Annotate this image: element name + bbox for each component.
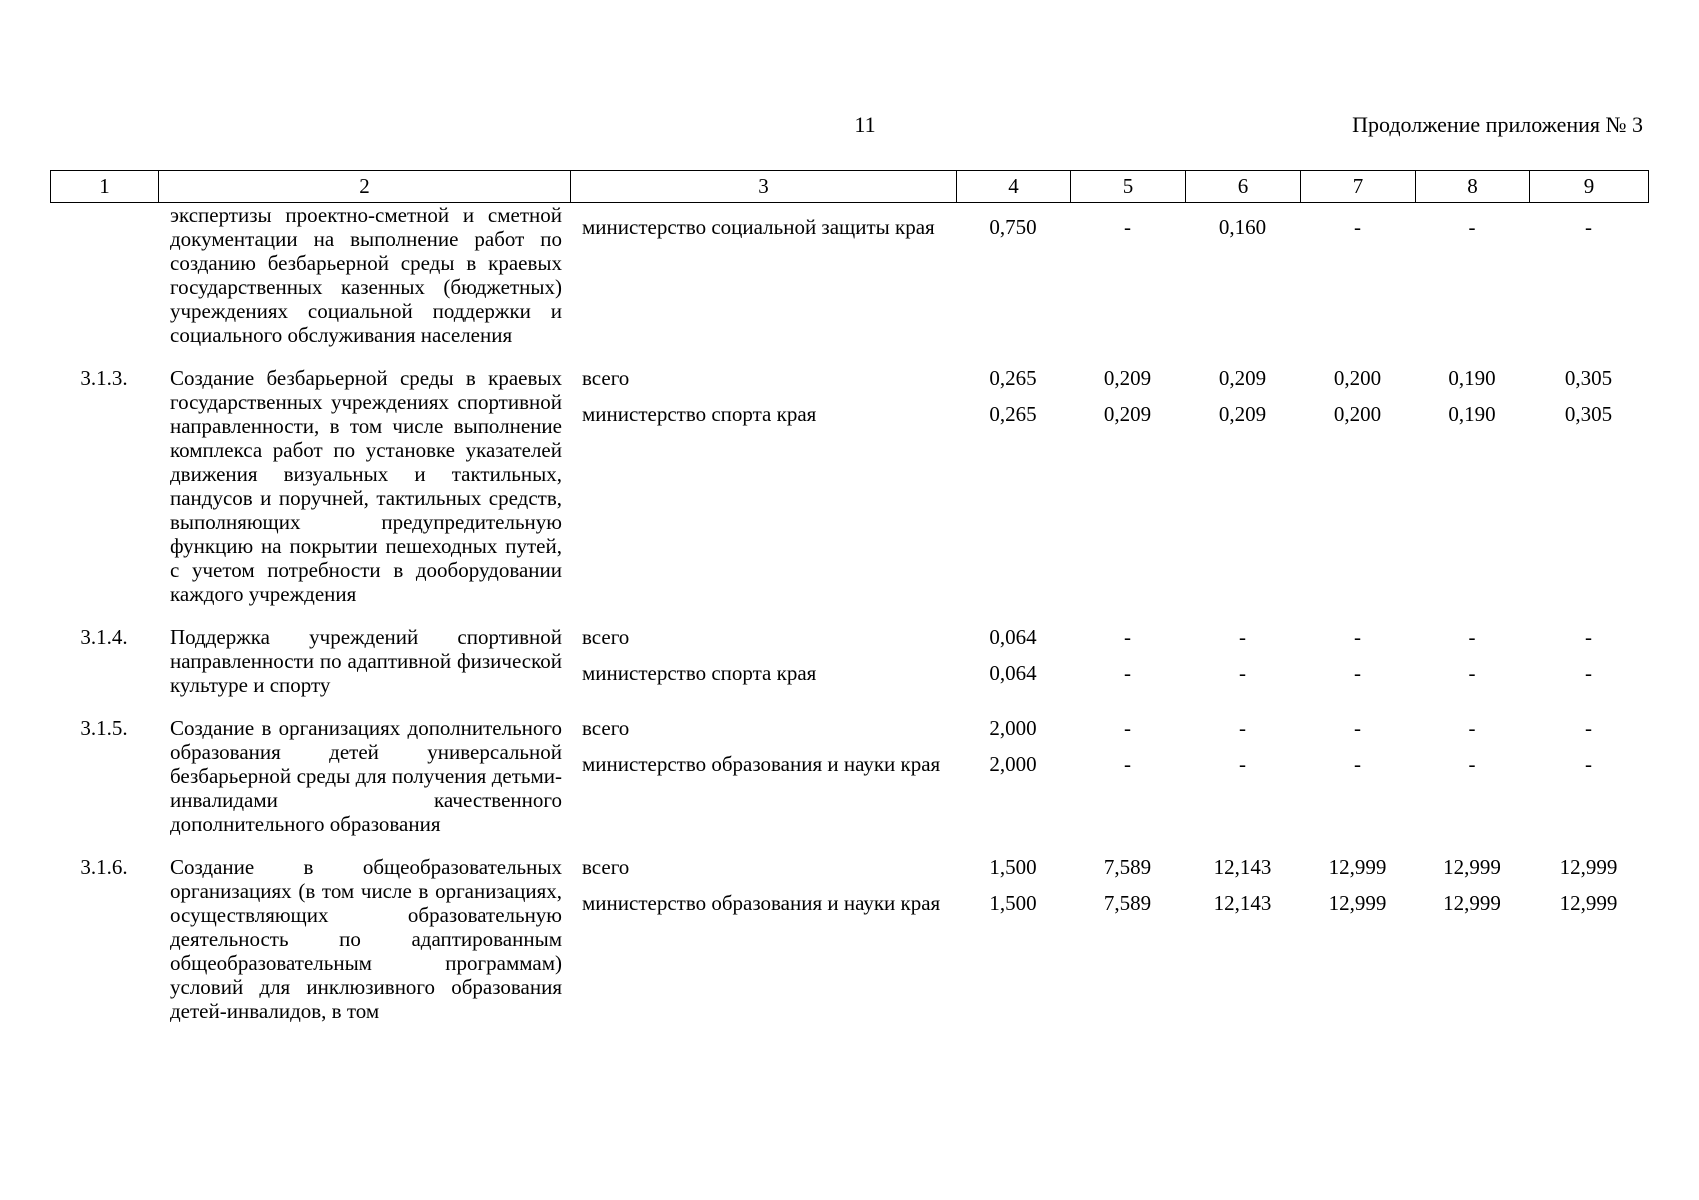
- appendix-continuation-note: Продолжение приложения № 3: [1352, 112, 1643, 137]
- value-cell: 1,500: [989, 891, 1037, 915]
- funding-source: министерство образования и науки края: [582, 891, 941, 915]
- column-header: 7: [1301, 171, 1416, 203]
- value-cell: -: [1124, 716, 1131, 740]
- value-cell: -: [1468, 215, 1476, 239]
- value-cell: 0,209: [1103, 366, 1152, 390]
- table-row: [50, 848, 1648, 1035]
- value-cell: -: [1239, 752, 1246, 776]
- row-description: Создание в общеобразовательных организациях (в том числе в организациях, осуществляющих образовательную деятельность по адаптированным общеобразовательным программам) условий для инклюзивного образования детей-инвалидов, в том: [170, 855, 562, 1023]
- value-cell: -: [1585, 625, 1592, 649]
- value-cell: -: [1354, 716, 1361, 740]
- column-header: 5: [1071, 171, 1186, 203]
- value-cell: -: [1585, 661, 1592, 685]
- table-header: [50, 170, 1649, 203]
- row-number: 3.1.4.: [80, 625, 128, 649]
- value-cell: 0,064: [989, 625, 1037, 649]
- value-cell: -: [1354, 661, 1361, 685]
- value-cell: 12,999: [1443, 855, 1501, 879]
- value-cell: -: [1124, 625, 1131, 649]
- value-cell: 12,143: [1213, 891, 1272, 915]
- value-cell: 0,190: [1448, 402, 1496, 426]
- value-cell: -: [1354, 625, 1361, 649]
- row-number: [50, 203, 158, 359]
- value-cell: 12,999: [1328, 855, 1387, 879]
- value-cell: -: [1585, 215, 1592, 239]
- value-cell: -: [1239, 716, 1246, 740]
- value-cell: 2,000: [989, 716, 1037, 740]
- column-header: 6: [1186, 171, 1301, 203]
- row-number: 3.1.6.: [80, 855, 128, 879]
- row-description: Поддержка учреждений спортивной направленности по адаптивной физической культуре и спорту: [170, 625, 562, 697]
- table-body: [50, 203, 1648, 1035]
- value-cell: 0,750: [989, 215, 1037, 239]
- funding-source: министерство спорта края: [582, 402, 817, 426]
- value-cell: 1,500: [989, 855, 1037, 879]
- value-cell: 0,209: [1103, 402, 1152, 426]
- column-header: 1: [51, 171, 159, 203]
- row-description: Создание безбарьерной среды в краевых государственных учреждениях спортивной направленности, в том числе выполнение комплекса работ по установке указателей движения визуальных и тактильных, пандусов и поручней, тактильных средств, выполняющих предупредительную функцию на покрытии пешеходных путей, с учетом потребности в дооборудовании каждого учреждения: [170, 366, 562, 606]
- value-cell: 2,000: [989, 752, 1037, 776]
- funding-source: всего: [582, 366, 630, 390]
- value-cell: -: [1468, 661, 1476, 685]
- funding-source: министерство спорта края: [582, 661, 817, 685]
- value-cell: 12,999: [1559, 855, 1618, 879]
- row-description: Создание в организациях дополнительного образования детей универсальной безбарьерной среды для получения детьми-инвалидами качественного дополнительного образования: [170, 716, 562, 836]
- value-cell: -: [1124, 661, 1131, 685]
- value-cell: 0,265: [989, 402, 1037, 426]
- value-cell: -: [1354, 215, 1361, 239]
- value-cell: 0,160: [1218, 215, 1267, 239]
- value-cell: 7,589: [1103, 855, 1152, 879]
- funding-source: всего: [582, 716, 630, 740]
- value-cell: -: [1585, 716, 1592, 740]
- funding-source: министерство образования и науки края: [582, 752, 941, 776]
- value-cell: 0,200: [1333, 366, 1382, 390]
- funding-source: всего: [582, 625, 630, 649]
- value-cell: -: [1468, 625, 1476, 649]
- funding-source: всего: [582, 855, 630, 879]
- value-cell: 12,143: [1213, 855, 1272, 879]
- value-cell: 7,589: [1103, 891, 1152, 915]
- value-cell: 0,064: [989, 661, 1037, 685]
- value-cell: 12,999: [1328, 891, 1387, 915]
- value-cell: -: [1354, 752, 1361, 776]
- value-cell: 0,305: [1564, 402, 1613, 426]
- table-row: [50, 618, 1648, 709]
- column-header: 3: [571, 171, 957, 203]
- value-cell: 0,209: [1218, 402, 1267, 426]
- value-cell: 0,209: [1218, 366, 1267, 390]
- column-header: 9: [1530, 171, 1649, 203]
- row-description: экспертизы проектно-сметной и сметной документации на выполнение работ по созданию безбарьерной среды в краевых государственных казенных (бюджетных) учреждениях социальной поддержки и социального обслуживания населения: [170, 203, 562, 347]
- column-header: 4: [957, 171, 1071, 203]
- value-cell: 12,999: [1443, 891, 1501, 915]
- value-cell: 0,190: [1448, 366, 1496, 390]
- value-cell: 12,999: [1559, 891, 1618, 915]
- funding-source: министерство социальной защиты края: [582, 215, 935, 239]
- column-header: 8: [1416, 171, 1530, 203]
- value-cell: -: [1468, 716, 1476, 740]
- table-row: [50, 359, 1648, 618]
- table-row: [50, 203, 1648, 359]
- row-number: 3.1.3.: [80, 366, 128, 390]
- value-cell: -: [1585, 752, 1592, 776]
- page-number: 11: [854, 112, 876, 137]
- column-header: 2: [159, 171, 571, 203]
- value-cell: -: [1124, 215, 1131, 239]
- value-cell: 0,200: [1333, 402, 1382, 426]
- value-cell: 0,305: [1564, 366, 1613, 390]
- value-cell: -: [1239, 625, 1246, 649]
- value-cell: 0,265: [989, 366, 1037, 390]
- row-number: 3.1.5.: [80, 716, 128, 740]
- value-cell: -: [1124, 752, 1131, 776]
- table-row: [50, 709, 1648, 848]
- value-cell: -: [1239, 661, 1246, 685]
- value-cell: -: [1468, 752, 1476, 776]
